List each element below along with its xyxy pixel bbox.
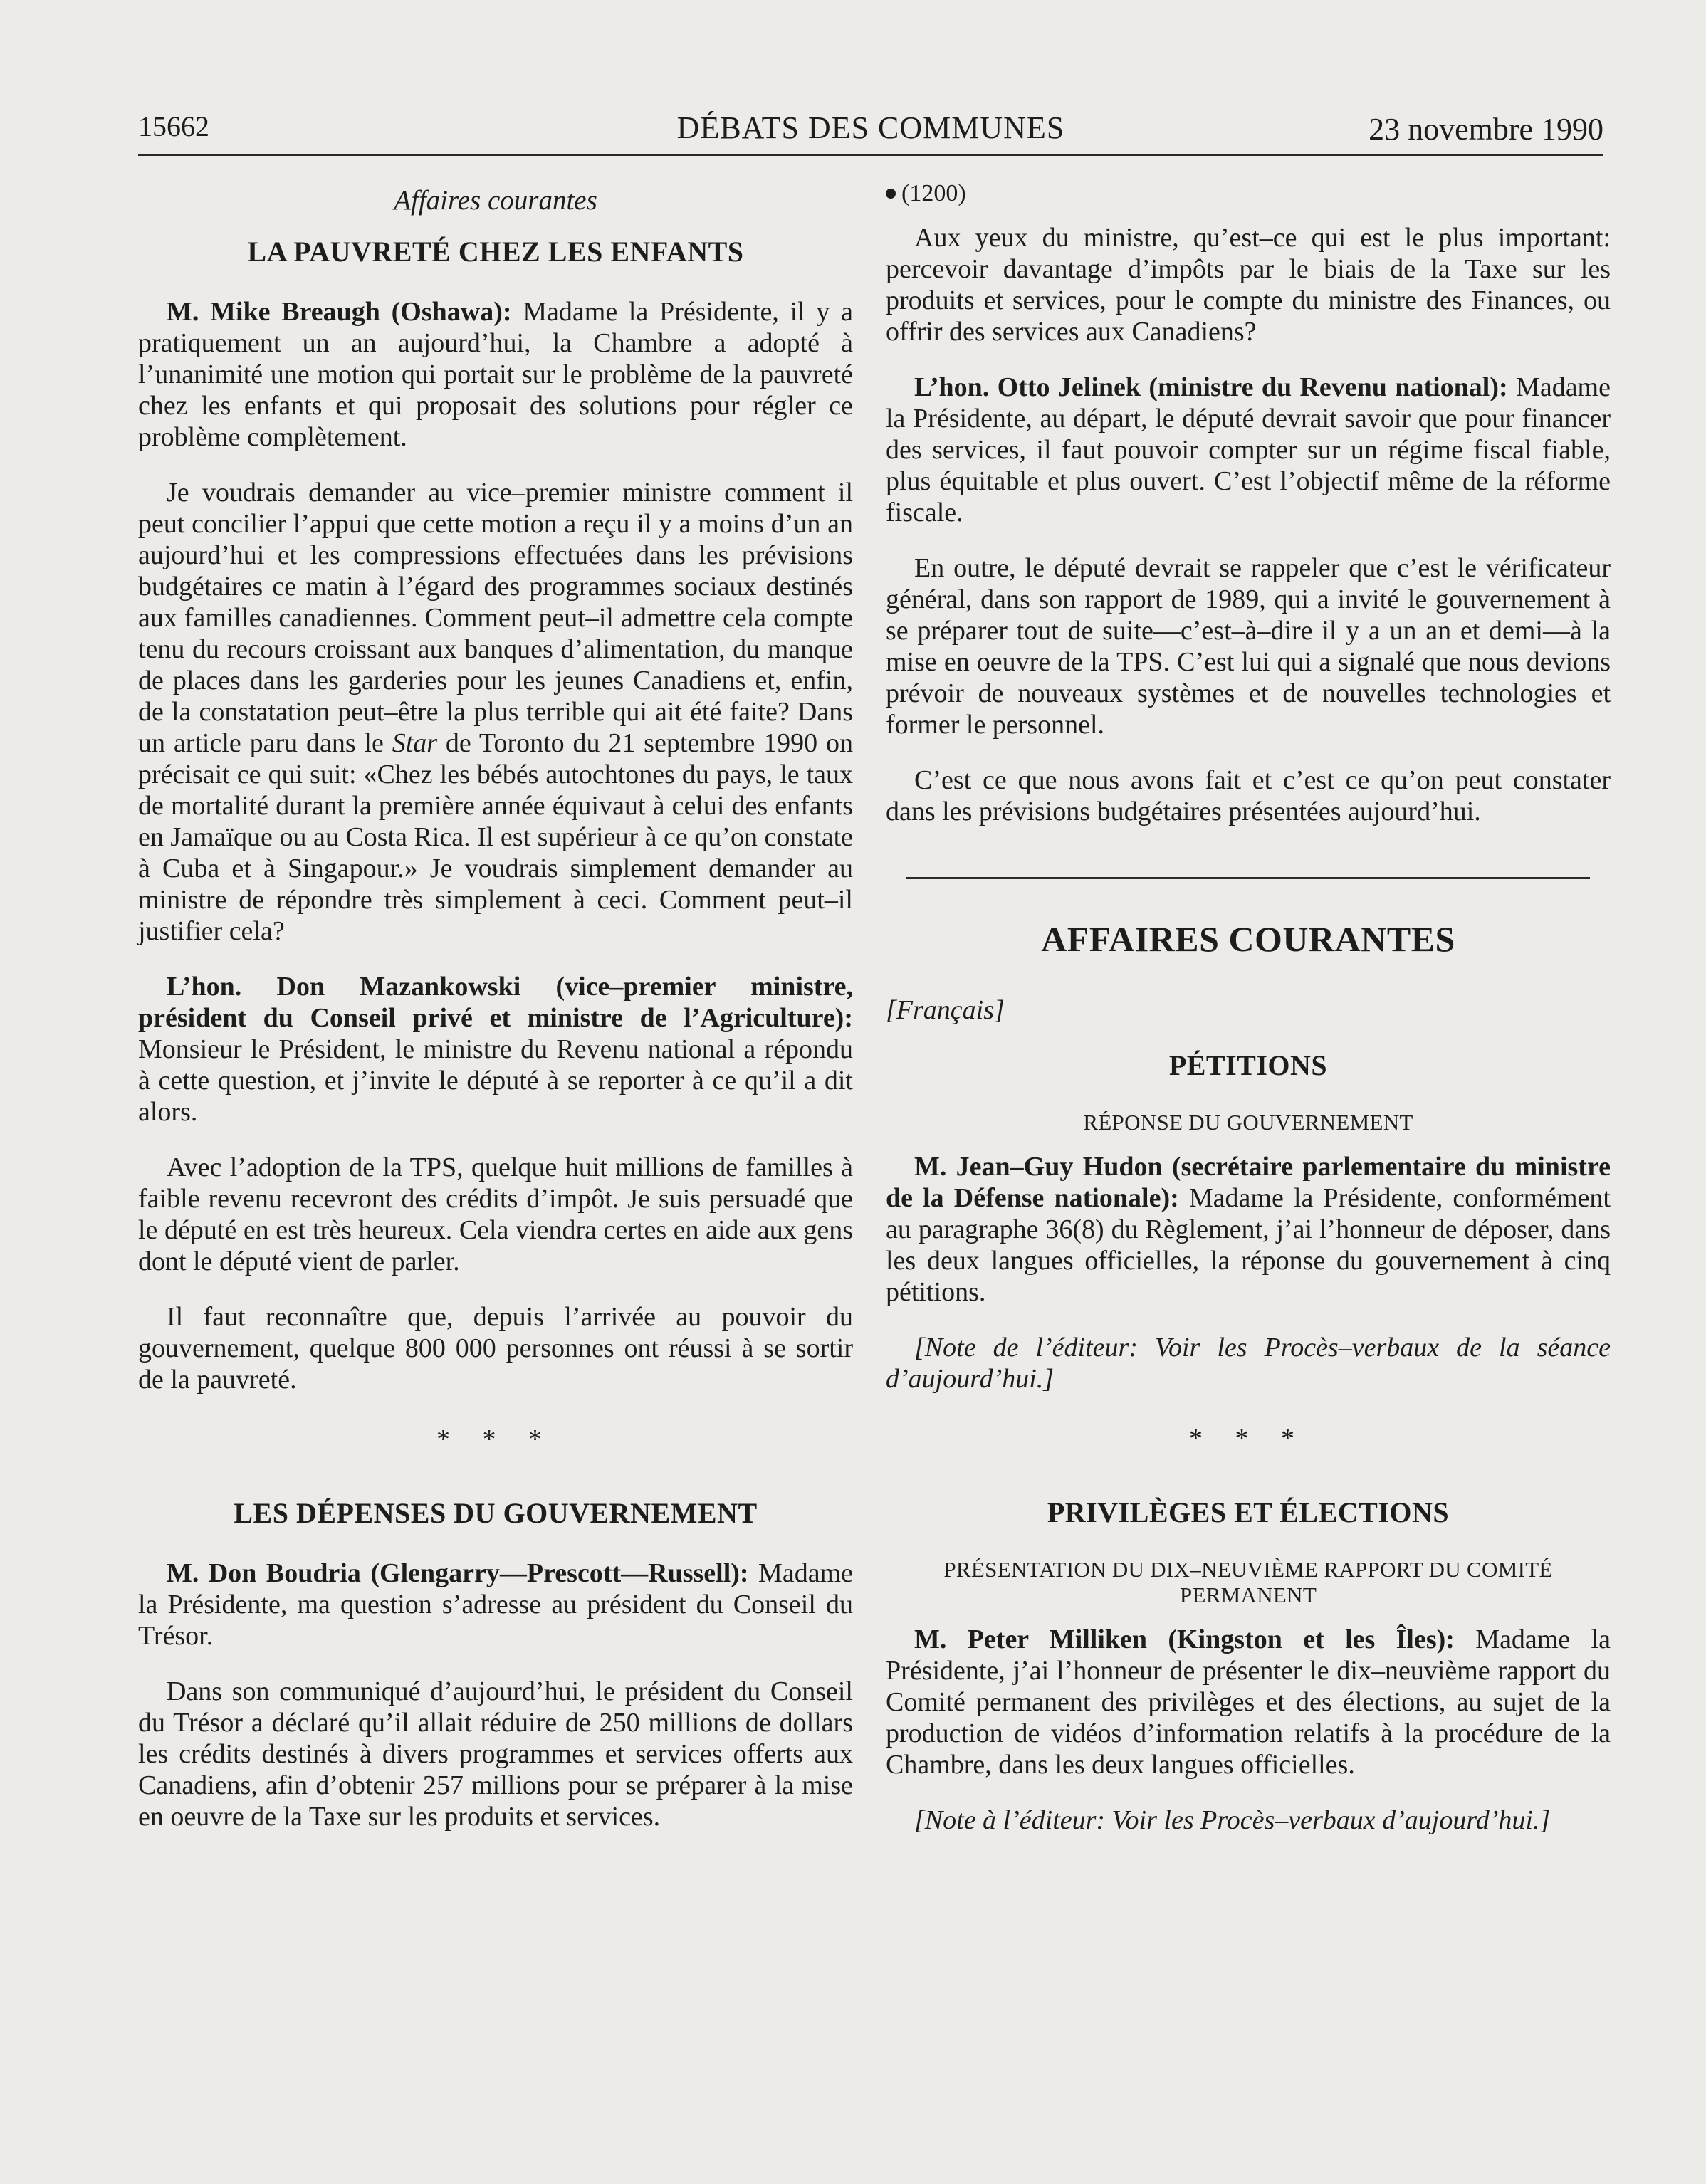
speaker-name: M. Don Boudria (Glengarry—Prescott—Russell): — [167, 1558, 749, 1588]
subsection-title: PRÉSENTATION DU DIX–NEUVIÈME RAPPORT DU COMITÉ PERMANENT — [943, 1557, 1553, 1607]
section-separator: * * * — [1189, 1424, 1307, 1454]
paragraph: Dans son communiqué d’aujourd’hui, le président du Conseil du Trésor a déclaré qu’il allait réduire de 250 millions de dollars les crédits destinés à divers programmes et services offerts aux Canadiens, afin d’obtenir 257 millions pour se préparer à la mise en oeuvre de la Taxe sur les produits et services. — [138, 1676, 853, 1832]
running-head: Affaires courantes — [394, 185, 597, 216]
speech-text: Madame la Présidente, au départ, le député devrait savoir que pour financer des services, il faut pouvoir compter sur un régime fiscal fiable, plus équitable et plus ouvert. C’est l’objectif même de la réforme fiscale. — [886, 372, 1611, 527]
page-header — [138, 107, 1603, 156]
paragraph — [886, 1151, 1611, 1308]
left-column — [138, 178, 853, 1857]
section-title-petitions: PÉTITIONS — [1168, 1049, 1328, 1081]
newspaper-name: Star — [392, 728, 438, 758]
speech-text: Monsieur le Président, le ministre du Revenu national a répondu à cette question, et j’invite le député à se reporter à ce qu’il a dit alors. — [138, 1034, 853, 1127]
time-marker: (1200) — [886, 178, 1611, 209]
speech-text: Madame la Présidente, ma question s’adresse au président du Conseil du Trésor. — [138, 1558, 853, 1651]
bullet-icon — [886, 189, 896, 199]
speaker-name: M. Mike Breaugh (Oshawa): — [167, 297, 512, 327]
speaker-name: L’hon. Don Mazankowski (vice–premier ministre, président du Conseil privé et ministre de l’Agriculture): — [138, 972, 853, 1033]
speaker-name: L’hon. Otto Jelinek (ministre du Revenu national): — [914, 372, 1508, 402]
paragraph: Je voudrais demander au vice–premier ministre comment il peut concilier l’appui que cette motion a reçu il y a moins d’un an aujourd’hui et les compressions effectuées dans les prévisions budgétaires ce matin à l’égard des programmes sociaux destinés aux familles canadiennes. Comment peut–il admettre cela compte tenu du recours croissant aux banques d’alimentation, du manque de places dans les garderies pour les jeunes Canadiens et, enfin, de la constatation peut–être la plus terrible qui ait été faite? Dans un article paru dans le Star de Toronto du 21 septembre 1990 on précisait ce qui suit: «Chez les bébés autochtones du pays, le taux de mortalité durant la première année équivaut à celui des enfants en Jamaïque ou au Costa Rica. Il est supérieur à ce qu’on constate à Cuba et à Singapour.» Je voudrais simplement demander au ministre de répondre très simplement à ceci. Comment peut–il justifier cela? — [138, 478, 854, 946]
page-number: 15662 — [138, 110, 209, 142]
paragraph: C’est ce que nous avons fait et c’est ce qu’on peut constater dans les prévisions budgétaires présentées aujourd’hui. — [886, 765, 1611, 826]
paragraph — [138, 1558, 853, 1652]
editor-note: [Note de l’éditeur: Voir les Procès–verbaux de la séance d’aujourd’hui.] — [886, 1333, 1611, 1394]
section-title-government-spending: LES DÉPENSES DU GOUVERNEMENT — [234, 1497, 758, 1529]
section-title-privileges-elections: PRIVILÈGES ET ÉLECTIONS — [1047, 1496, 1450, 1528]
language-marker: [Français] — [886, 995, 1005, 1025]
horizontal-rule — [906, 877, 1590, 879]
paragraph — [886, 372, 1611, 528]
paragraph — [886, 1624, 1611, 1780]
right-column — [886, 178, 1611, 1860]
subsection-title: RÉPONSE DU GOUVERNEMENT — [1083, 1110, 1413, 1135]
section-separator: * * * — [436, 1424, 555, 1454]
section-title-routine-proceedings: AFFAIRES COURANTES — [1041, 919, 1455, 959]
speech-text: Madame la Présidente, j’ai l’honneur de présenter le dix–neuvième rapport du Comité permanent des privilèges et des élections, au sujet de la production de vidéos d’information relatifs à la procédure de la Chambre, dans les deux langues officielles. — [886, 1624, 1611, 1780]
editor-note: [Note à l’éditeur: Voir les Procès–verbaux d’aujourd’hui.] — [914, 1805, 1551, 1835]
paragraph: Avec l’adoption de la TPS, quelque huit millions de familles à faible revenu recevront des crédits d’impôt. Je suis persuadé que le député en est très heureux. Cela viendra certes en aide aux gens dont le député vient de parler. — [138, 1153, 853, 1276]
speaker-name: M. Jean–Guy Hudon (secrétaire parlementaire du ministre de la Défense nationale): — [886, 1152, 1611, 1213]
paragraph: Il faut reconnaître que, depuis l’arrivée au pouvoir du gouvernement, quelque 800 000 personnes ont réussi à se sortir de la pauvreté. — [138, 1302, 853, 1395]
section-title-child-poverty: LA PAUVRETÉ CHEZ LES ENFANTS — [247, 236, 744, 268]
paragraph — [138, 296, 853, 453]
paragraph — [138, 971, 853, 1128]
publication-date: 23 novembre 1990 — [1369, 112, 1603, 147]
speech-text: Madame la Présidente, conformément au paragraphe 36(8) du Règlement, j’ai l’honneur de déposer, dans les deux langues officielles, la réponse du gouvernement à cinq pétitions. — [886, 1183, 1611, 1307]
publication-title: DÉBATS DES COMMUNES — [676, 110, 1065, 145]
paragraph: En outre, le député devrait se rappeler que c’est le vérificateur général, dans son rapport de 1989, qui a invité le gouvernement à se préparer tout de suite—c’est–à–dire il y a un an et demi—à la mise en oeuvre de la TPS. C’est lui qui a signalé que nous devions prévoir de nouveaux systèmes et de nouvelles technologies et former le personnel. — [886, 553, 1611, 740]
speaker-name: M. Peter Milliken (Kingston et les Îles): — [914, 1624, 1455, 1654]
paragraph: Aux yeux du ministre, qu’est–ce qui est le plus important: percevoir davantage d’impôts par le biais de la Taxe sur les produits et services, pour le compte du ministre des Finances, ou offrir des services aux Canadiens? — [886, 223, 1611, 347]
speech-text: Madame la Présidente, il y a pratiquement un an aujourd’hui, la Chambre a adopté à l’unanimité une motion qui portait sur le problème de la pauvreté chez les enfants et qui proposait des solutions pour régler ce problème complètement. — [138, 297, 853, 452]
